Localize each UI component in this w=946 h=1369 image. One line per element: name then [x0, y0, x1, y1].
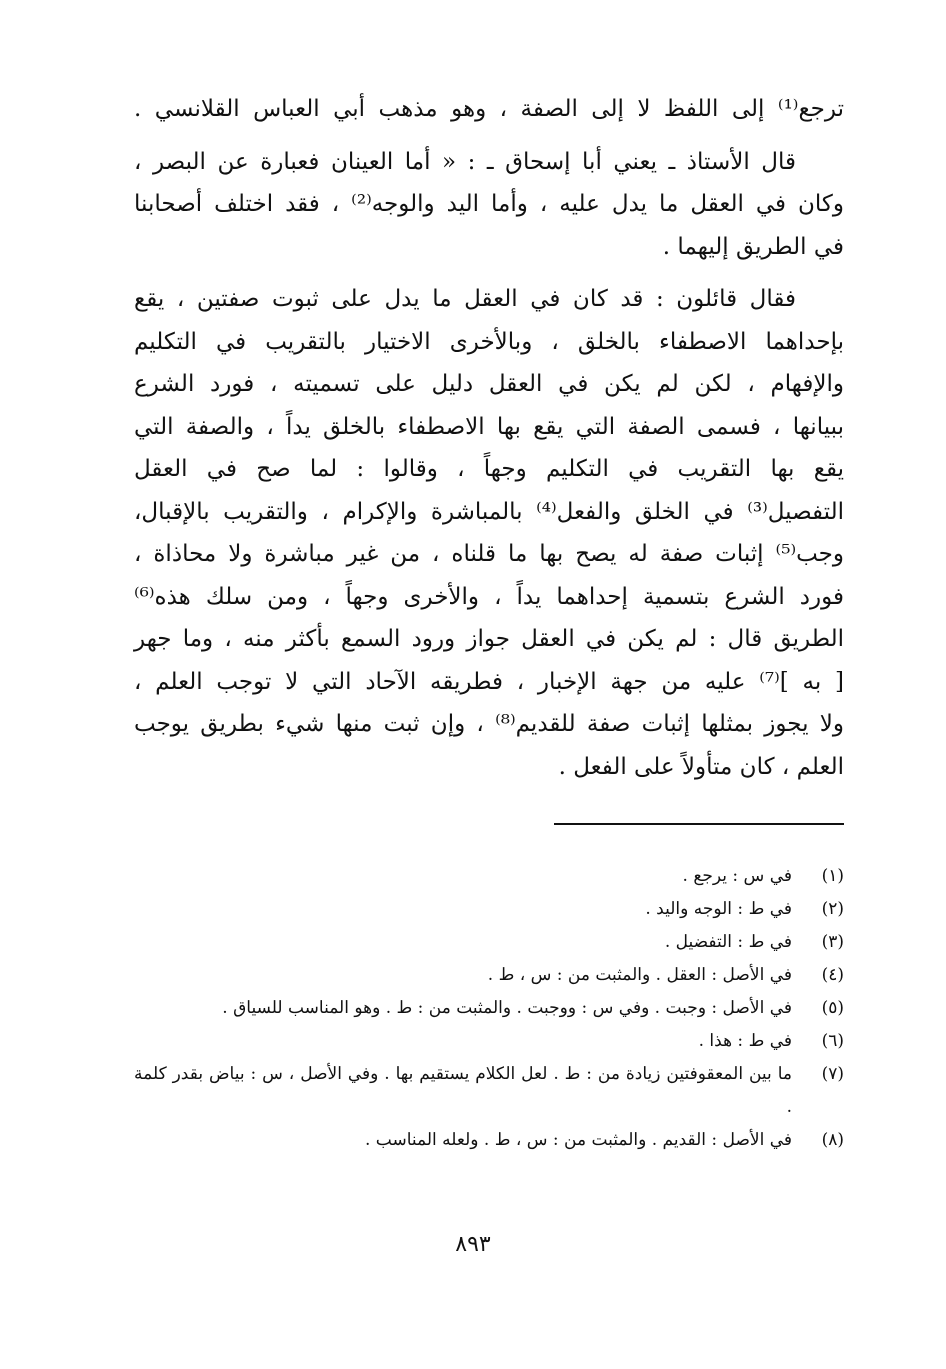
footnote-number: (٨): [821, 1130, 844, 1150]
text-line: ببيانها ، فسمى الصفة التي يقع بها الاصطفاء بالخلق يداً ، والصفة التي: [134, 413, 844, 440]
text-line: الطريق قال : لم يكن في العقل جواز ورود السمع بأكثر منه ، وما جهر: [134, 626, 844, 652]
footnote: [134, 860, 844, 893]
footnote: [134, 1124, 844, 1157]
main-text: [134, 88, 844, 788]
footnote: [134, 1058, 844, 1124]
footnote-text: في س : يرجع .: [682, 866, 792, 886]
footnote-number: (١): [821, 866, 844, 886]
footnote-separator: [554, 823, 844, 825]
text-line: فورد الشرع بتسمية إحداهما يداً ، والأخرى وجهاً ، ومن سلك هذه⁽⁶⁾: [134, 583, 844, 610]
text-line: وجب⁽⁵⁾ إثبات صفة له يصح بها ما قلناه ، من غير مباشرة ولا محاذاة ،: [134, 541, 844, 567]
footnote-text: في ط : الوجه واليد .: [645, 899, 792, 919]
footnote-text: في ط : التفضيل .: [664, 932, 792, 952]
footnote-number: (٥): [821, 998, 844, 1018]
text-line: والإفهام ، لكن لم يكن في العقل دليل على تسميته ، فورد الشرع: [134, 371, 844, 397]
footnote-number: (٦): [821, 1031, 844, 1051]
footnote: [134, 893, 844, 926]
text-line: العلم ، كان متأولاً على الفعل .: [558, 753, 844, 780]
text-line: يقع بها التقريب في التكليم وجهاً ، وقالوا : لما صح في العقل: [134, 456, 844, 482]
text-line: ترجع⁽¹⁾ إلى اللفظ لا إلى الصفة ، وهو مذهب أبي العباس القلانسي .: [134, 96, 844, 122]
text-line: التفصيل⁽³⁾ في الخلق والفعل⁽⁴⁾ بالمباشرة والإكرام ، والتقريب بالإقبال،: [134, 498, 845, 525]
footnote-text: في الأصل : القديم . والمثبت من : س ، ط . ولعله المناسب .: [364, 1130, 792, 1150]
footnote-number: (٧): [821, 1064, 844, 1084]
footnote: [134, 1025, 844, 1058]
text-line: قال الأستاذ ـ يعني أبا إسحاق ـ : « أما العينان فعبارة عن البصر ،: [134, 148, 796, 175]
text-line: فقال قائلون : قد كان في العقل ما يدل على ثبوت صفتين ، يقع: [134, 286, 796, 312]
text-line: ولا يجوز بمثلها إثبات صفة للقديم⁽⁸⁾ ، وإن ثبت منها شيء بطريق يوجب: [134, 711, 844, 737]
text-line: بإحداهما الاصطفاء بالخلق ، وبالأخرى الاختيار بالتقريب في التكليم: [134, 328, 844, 355]
footnote: [134, 992, 844, 1025]
footnote-text: في الأصل : العقل . والمثبت من : س ، ط .: [487, 965, 792, 985]
footnote: [134, 959, 844, 992]
footnote-number: (٤): [821, 965, 844, 985]
text-line: في الطريق إليهما .: [662, 233, 844, 260]
text-line: وكان في العقل ما يدل عليه ، وأما اليد والوجه⁽²⁾ ، فقد اختلف أصحابنا: [134, 191, 844, 217]
footnote: [134, 926, 844, 959]
footnote-text: في ط : هذا .: [698, 1031, 792, 1051]
footnote-text: ما بين المعقوفتين زيادة من : ط . لعل الكلام يستقيم بها . وفي الأصل ، س : بياض بقدر كلمة .: [134, 1064, 792, 1117]
footnote-text: في الأصل : وجبت . وفي س : ووجبت . والمثبت من : ط . وهو المناسب للسياق .: [222, 998, 792, 1018]
text-line: [ به ]⁽⁷⁾ عليه من جهة الإخبار ، فطريقه الآحاد التي لا توجب العلم ،: [134, 668, 844, 695]
footnotes: [134, 860, 844, 1157]
page-number: ٨٩٣: [455, 1232, 491, 1257]
footnote-number: (٢): [821, 899, 844, 919]
footnote-number: (٣): [821, 932, 844, 952]
